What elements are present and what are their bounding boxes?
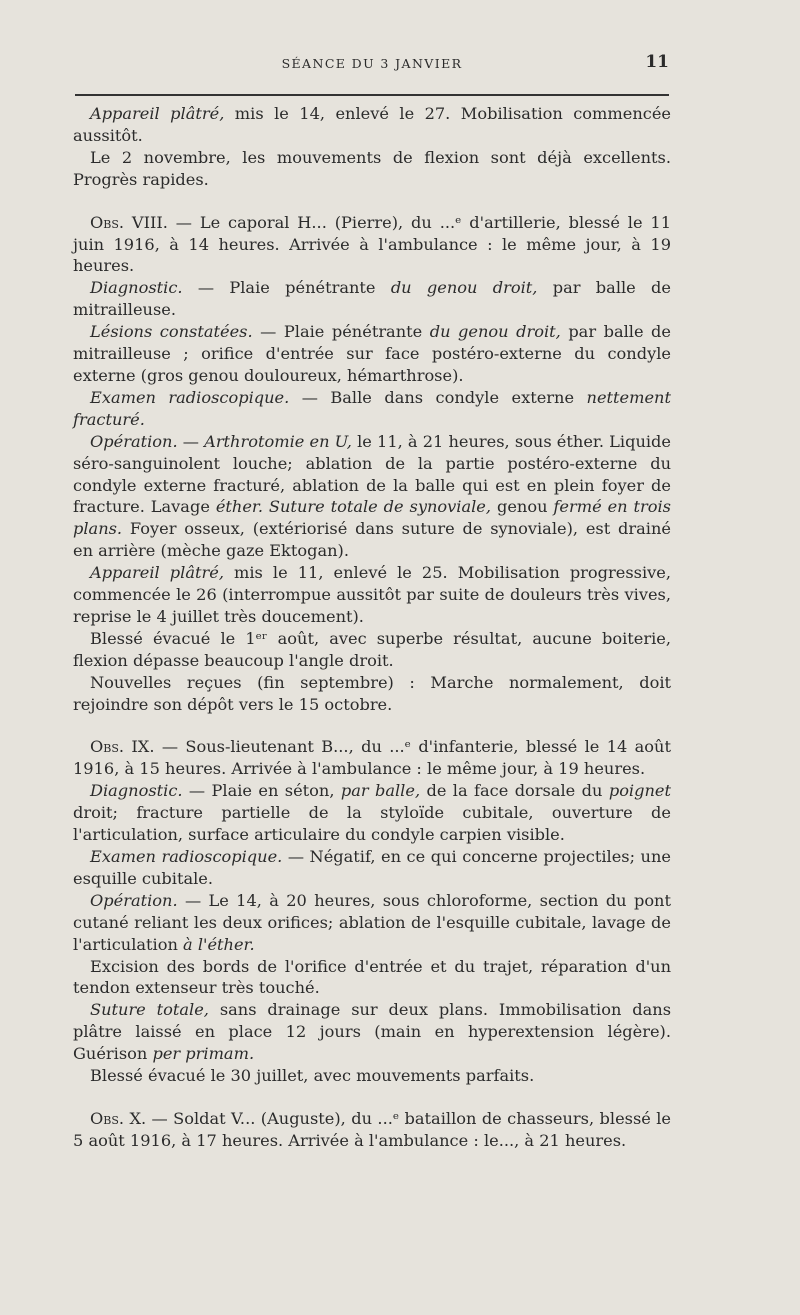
italic-text: à l'éther. — [183, 934, 255, 954]
body-text — [73, 103, 671, 1152]
text: — Plaie en séton, — [182, 781, 341, 801]
italic-text: par balle, — [340, 781, 421, 801]
text: mis le 11, enlevé le 25. Mobilisation progressive, commencée le 26 (interrompue aussitôt par suite de douleurs très vives, reprise le 4 juillet très doucement). — [73, 563, 672, 626]
running-title: SÉANCE DU 3 JANVIER — [281, 56, 463, 71]
italic-text: poignet — [608, 781, 671, 801]
obs-label: Obs. IX. — [90, 737, 155, 757]
italic-label: Appareil plâtré, — [90, 104, 225, 123]
paragraph — [73, 999, 671, 1065]
italic-label: Diagnostic. — [90, 278, 183, 298]
paragraph — [73, 846, 671, 890]
text: par balle de mitrailleuse. — [73, 278, 672, 320]
paragraph — [73, 672, 671, 716]
paragraph — [73, 628, 671, 672]
italic-label: Examen radioscopique. — [90, 387, 290, 407]
text: Excision des bords de l'orifice d'entrée et du trajet, réparation d'un tendon extenseur très touché. — [73, 956, 671, 998]
text: Le 2 novembre, les mouvements de flexion sont déjà excellents. Progrès rapides. — [73, 147, 671, 189]
italic-text: du genou droit, — [390, 278, 538, 298]
obs-label: Obs. VIII. — [90, 212, 168, 232]
text: — — [177, 431, 205, 451]
paragraph — [73, 890, 671, 956]
obs-heading-paragraph — [73, 1108, 671, 1152]
paragraph — [73, 277, 671, 321]
italic-label: Suture totale, — [90, 1000, 209, 1020]
paragraph — [73, 431, 671, 562]
paragraph — [73, 321, 671, 387]
text: — Négatif, en ce qui concerne projectiles; une esquille cubitale. — [73, 847, 671, 888]
italic-label: Lésions constatées. — [90, 322, 253, 342]
text: — Plaie pénétrante — [182, 278, 391, 298]
text: sans drainage sur deux plans. Immobilisation dans plâtre laissé en place 12 jours (main en hyperextension légère). Guérison — [73, 1000, 672, 1064]
italic-label: Diagnostic. — [90, 781, 183, 801]
text: — Le 14, à 20 heures, sous chloroforme, section du pont cutané reliant les deux orifices; ablation de l'esquille cubitale, lavage de l'articulation — [73, 890, 671, 954]
text: Foyer osseux, (extériorisé dans suture de synoviale), est drainé en arrière (mèche gaze Ektogan). — [73, 519, 671, 561]
paragraph — [73, 562, 671, 628]
page-header — [75, 52, 669, 82]
italic-text: du genou droit, — [429, 322, 561, 342]
obs-heading-paragraph — [73, 212, 671, 278]
page-number: 11 — [645, 52, 669, 72]
italic-text: fermé en trois plans. — [73, 497, 671, 539]
obs-heading-paragraph — [73, 736, 671, 780]
paragraph — [73, 1065, 671, 1087]
text: — Sous-lieutenant B..., du ...ᵉ d'infanterie, blessé le 14 août 1916, à 15 heures. Arrivée à l'ambulance : le même jour, à 19 heures. — [73, 737, 671, 779]
text: genou — [491, 497, 554, 517]
paragraph — [73, 103, 671, 147]
text: de la face dorsale du — [420, 781, 609, 801]
text: droit; fracture partielle de la styloïde cubitale, ouverture de l'articulation, surface articulaire du condyle carpien visible. — [73, 803, 671, 845]
text: — Plaie pénétrante — [252, 322, 430, 342]
text: le 11, à 21 heures, sous éther. Liquide séro-sanguinolent louche; ablation de la partie postéro-externe du condyle externe fracturé, ablation de la balle qui est en plein foyer de fracture. Lavage — [73, 431, 671, 517]
text: — Balle dans condyle externe — [289, 387, 587, 407]
paragraph — [73, 780, 671, 846]
italic-label: Appareil plâtré, — [90, 563, 224, 583]
text: — Soldat V... (Auguste), du ...ᵉ bataillon de chasseurs, blessé le 5 août 1916, à 17 heures. Arrivée à l'ambulance : le..., à 21 heures. — [73, 1108, 672, 1150]
paragraph — [73, 387, 671, 431]
header-rule — [75, 94, 669, 96]
text: mis le 14, enlevé le 27. Mobilisation commencée aussitôt. — [73, 104, 671, 145]
italic-label: Opération. — [90, 431, 178, 451]
italic-label: Opération. — [90, 890, 178, 910]
paragraph — [73, 147, 671, 191]
italic-text: Arthrotomie en U, — [204, 431, 352, 451]
text: — Le caporal H... (Pierre), du ...ᵉ d'artillerie, blessé le 11 juin 1916, à 14 heures. Arrivée à l'ambulance : le même jour, à 19 heures. — [73, 212, 671, 276]
italic-text: éther. Suture totale de synoviale, — [215, 497, 492, 517]
text: Blessé évacué le 30 juillet, avec mouvements parfaits. — [90, 1066, 535, 1086]
obs-label: Obs. X. — [90, 1108, 147, 1128]
text: par balle de mitrailleuse ; orifice d'entrée sur face postéro-externe du condyle externe (gros genou douloureux, hémarthrose). — [73, 322, 671, 385]
italic-text: per primam. — [152, 1044, 255, 1064]
text: Blessé évacué le 1ᵉʳ août, avec superbe résultat, aucune boiterie, flexion dépasse beaucoup l'angle droit. — [73, 628, 671, 670]
paragraph — [73, 956, 671, 1000]
italic-label: Examen radioscopique. — [90, 847, 283, 866]
text: Nouvelles reçues (fin septembre) : Marche normalement, doit rejoindre son dépôt vers le 15 octobre. — [73, 672, 671, 714]
italic-text: nettement fracturé. — [73, 387, 671, 429]
